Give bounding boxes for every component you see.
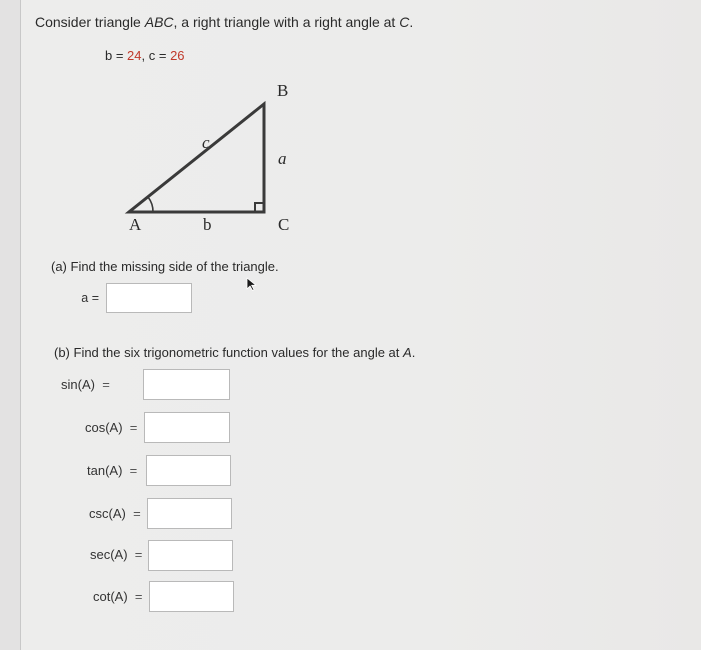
vertex-label-c: C <box>278 215 290 234</box>
csc-label-text: csc(A) <box>89 506 126 521</box>
given-b-value: 24 <box>127 48 142 63</box>
triangle-shape <box>129 104 264 212</box>
part-b-label-text: (b) Find the six trigonometric function values for the angle at <box>54 345 404 360</box>
given-values <box>105 48 185 63</box>
tan-equals: = <box>129 463 138 478</box>
field-a-label: a = <box>81 291 99 305</box>
sin-equals: = <box>102 377 110 392</box>
prompt-suffix: , a right triangle with a right angle at <box>173 14 400 30</box>
side-label-c: c <box>202 133 210 152</box>
given-c-value: 26 <box>170 48 185 63</box>
triangle-diagram <box>107 72 290 242</box>
sec-equals: = <box>134 547 143 562</box>
side-a-input[interactable] <box>106 283 192 313</box>
cos-equals: = <box>129 420 138 435</box>
sec-label-text: sec(A) <box>90 547 128 562</box>
csc-equals: = <box>133 506 141 521</box>
prompt-triangle-name: ABC <box>144 14 174 30</box>
sec-a-input[interactable] <box>148 540 233 571</box>
prompt-vertex: C <box>399 14 410 30</box>
vertex-label-a: A <box>129 215 142 234</box>
prompt-end: . <box>409 14 414 30</box>
cos-a-input[interactable] <box>144 412 230 443</box>
cot-label-text: cot(A) <box>93 589 128 604</box>
mouse-pointer-icon <box>246 277 258 291</box>
part-b-label-end: . <box>411 345 416 360</box>
side-label-b: b <box>203 215 212 234</box>
tan-label-text: tan(A) <box>87 463 123 478</box>
side-label-a: a <box>278 149 287 168</box>
angle-a-arc <box>148 197 153 212</box>
problem-prompt <box>35 14 413 30</box>
part-b-label-angle: A <box>403 345 412 360</box>
sin-a-input[interactable] <box>143 369 230 400</box>
cot-equals: = <box>134 589 143 604</box>
sin-label-text: sin(A) <box>61 377 95 392</box>
question-panel <box>20 0 701 650</box>
given-separator: , c = <box>141 48 171 63</box>
cot-a-input[interactable] <box>149 581 234 612</box>
cos-label-text: cos(A) <box>85 420 123 435</box>
prompt-prefix: Consider triangle <box>35 14 145 30</box>
vertex-label-b: B <box>277 81 289 100</box>
csc-a-input[interactable] <box>147 498 232 529</box>
part-b-label <box>54 345 415 360</box>
given-b-label: b = <box>105 48 128 63</box>
sin-label <box>61 377 131 392</box>
part-a-label: (a) Find the missing side of the triangle. <box>51 259 279 274</box>
tan-a-input[interactable] <box>146 455 231 486</box>
